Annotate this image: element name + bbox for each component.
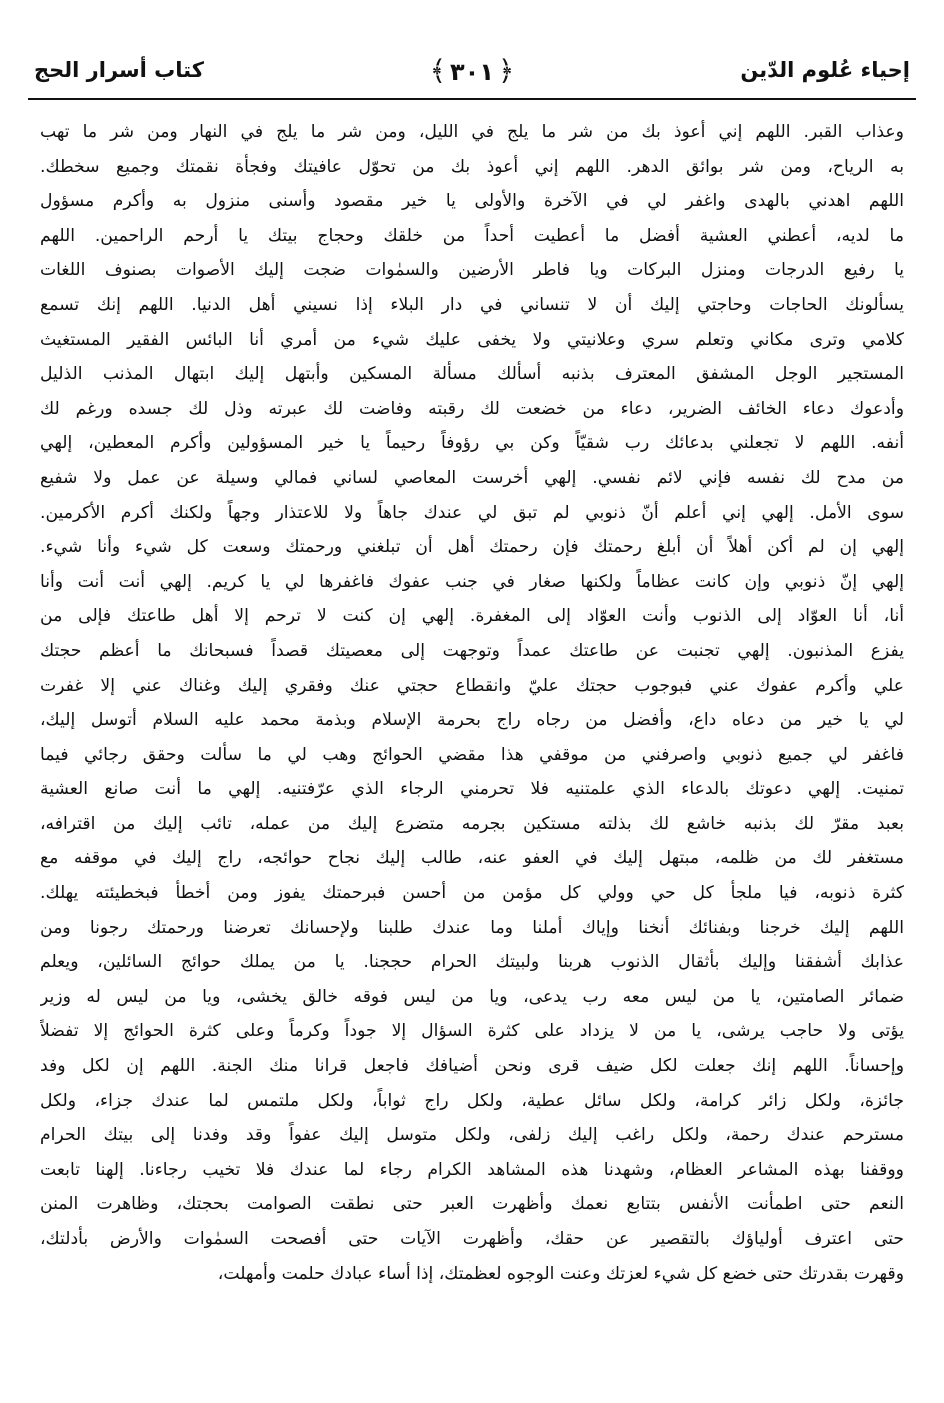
text-line: أنفه. اللهم لا تجعلني بدعائك رب شقيّاً وكن بي رؤوفاً رحيماً يا خير المسؤولين وأكرم المعطين، إلهي [40,433,904,454]
text-line: اللهم إليك خرجنا وبفنائك أنخنا وإياك أملنا وما عندك طلبنا ولإحسانك تعرضنا ورحمتك رجونا ومن [40,917,904,938]
text-line: حتى اعترف أولياؤك بالتقصير عن حقك، وأظهرت الآيات حتى أفصحت السمٰوات والأرض بأدلتك، [40,1229,904,1249]
text-line: أنا، أنا العوّاد إلى الذنوب وأنت العوّاد إلى المغفرة. إلهي إن كنت لا ترحم إلا أهل طاعتك فإلى من [40,606,904,627]
running-header [28,46,916,98]
text-line: يفزع المذنبون. إلهي تجنبت عن طاعتك عمداً وتوجهت إلى معصيتك قصداً فسبحانك ما أعظم حجتك [40,640,904,661]
text-line: يؤتى ولا حاجب يرشى، يا من لا يزداد على كثرة السؤال إلا جوداً وكرماً وعلى كثرة الحوائج إلا تفضلاً [40,1021,904,1042]
text-line: كلامي وترى مكاني وتعلم سري وعلانيتي ولا يخفى عليك شيء من أمري أنا البائس الفقير المستغيث [40,329,904,350]
text-line: ما لديه، أعطني العشية أفضل ما أعطيت أحداً من خلقك وحجاج بيتك يا أرحم الراحمين. اللهم [40,225,904,246]
chapter-title: كتاب أسرار الحج [34,58,204,82]
text-line: مستغفر لك من ظلمه، مبتهل إليك في العفو عنه، طالب إليك نجاح حوائجه، راج إليك في موقفه مع [40,848,904,869]
header-divider [28,98,916,100]
text-line: عذابك أشفقنا وإليك بأثقال الذنوب هربنا ولبيتك الحرام حججنا. يا من يملك حوائج السائلين، ويعلم [40,952,904,973]
text-line: النعم حتى اطمأنت الأنفس بتتابع نعمك وأظهرت العبر حتى نطقت الصوامت بحجتك، وظاهرت المنن [40,1194,904,1215]
text-line: اللهم اهدني بالهدى واغفر لي في الآخرة والأولى يا خير مقصود وأسنى منزول به وأكرم مسؤول [40,191,904,212]
text-line: جائزة، ولكل زائر كرامة، ولكل سائل عطية، ولكل راج ثواباً، ولكل ملتمس لما عندك جزاء، ولكل [40,1090,904,1111]
body-text [40,115,904,1291]
text-line: مسترحم عندك رحمة، ولكل راغب إليك زلفى، ولكل متوسل إليك عفواً وقد وفدنا إلى بيتك الحرام [40,1125,904,1146]
text-line: يسألونك الحاجات وحاجتي إليك أن لا تنساني في دار البلاء إذا نسيني أهل الدنيا. اللهم إنك تسمع [40,294,904,315]
text-line: كثرة ذنوبه، فيا ملجأ كل حي وولي كل مؤمن من أحسن فبرحمتك يفوز ومن أخطأ فبخطيئته يهلك. [40,883,904,904]
page-number: ٣٠١ [450,58,494,86]
text-line: وعذاب القبر. اللهم إني أعوذ بك من شر ما يلج في الليل، ومن شر ما يلج في النهار ومن شر ما تهب [40,122,904,142]
text-line: وأدعوك دعاء الخائف الضرير، دعاء من خضعت لك رقبته وفاضت لك عبرته وذل لك جسده ورغم لك [40,398,904,419]
text-line: به الرياح، ومن شر بوائق الدهر. اللهم إني أعوذ بك من تحوّل عافيتك وفجأة نقمتك وجميع سخطك. [40,156,904,177]
text-line: المستجير الوجل المشفق المعترف بذنبه أسألك مسألة المسكين وأبتهل إليك ابتهال المذنب الذليل [40,364,904,385]
text-line: ووقفنا بهذه المشاعر العظام، وشهدنا هذه المشاهد الكرام رجاء لما عندك فلا تخيب رجاءنا. إلهنا تابعت [40,1159,904,1180]
text-line: فاغفر لي جميع ذنوبي واصرفني من موقفي هذا مقضي الحوائج وهب لي ما سألت وحقق رجائي فيما [40,744,904,765]
text-line: إلهي إنّ ذنوبي وإن كانت عظاماً ولكنها صغار في جنب عفوك فاغفرها لي يا كريم. إلهي أنت أنت وأنا [40,571,904,592]
text-line: إلهي إن لم أكن أهلاً أن أبلغ رحمتك فإن رحمتك أهل أن تبلغني ورحمتك وسعت كل شيء وأنا شيء. [40,537,904,558]
text-line: علي وأكرم عفوك عني فبوجوب حجتك عليّ وانقطاع حجتي عنك وفقري إليك وغناك عني إلا غفرت [40,675,904,696]
text-line: وقهرت بقدرتك حتى خضع كل شيء لعزتك وعنت الوجوه لعظمتك، إذا أساء عبادك حلمت وأمهلت، [217,1263,904,1284]
text-line: وإحساناً. اللهم إنك جعلت لكل ضيف قرى ونحن أضيافك فاجعل قرانا منك الجنة. اللهم إن لكل وفد [40,1056,904,1077]
text-line: بعبد مقرّ لك بذنبه خاشع لك بذلته مستكين بجرمه متضرع إليك من عمله، تائب إليك من اقترافه، [40,813,904,834]
text-line: يا رفيع الدرجات ومنزل البركات ويا فاطر الأرضين والسمٰوات ضجت إليك الأصوات بصنوف اللغات [40,260,904,281]
text-line: ضمائر الصامتين، يا من ليس معه رب يدعى، ويا من ليس فوقه خالق يخشى، ويا من ليس له وزير [40,986,904,1007]
ornament-brace-close: ﴾ [429,54,447,87]
text-line: تمنيت. إلهي دعوتك بالدعاء الذي علمتنيه فلا تحرمني الرجاء الذي عرّفتنيه. إلهي ما أنت صانع العشية [40,779,904,800]
page-number-ornament [426,54,519,87]
text-line: من مدح لك نفسه فإني لائم نفسي. إلهي أخرست المعاصي لساني فمالي وسيلة عن عمل ولا شفيع [40,467,904,488]
book-title: إحياء عُلوم الدّين [740,58,910,82]
ornament-brace-open: ﴿ [497,54,515,87]
text-line: لي يا خير من دعاه داع، وأفضل من رجاه راج بحرمة الإسلام وبذمة محمد عليه السلام أتوسل إليك، [40,710,904,731]
text-line: سوى الأمل. إلهي إني أعلم أنّ ذنوبي لم تبق لي عندك جاهاً ولا للاعتذار وجهاً ولكنك أكرم الأكرمين. [40,502,904,523]
